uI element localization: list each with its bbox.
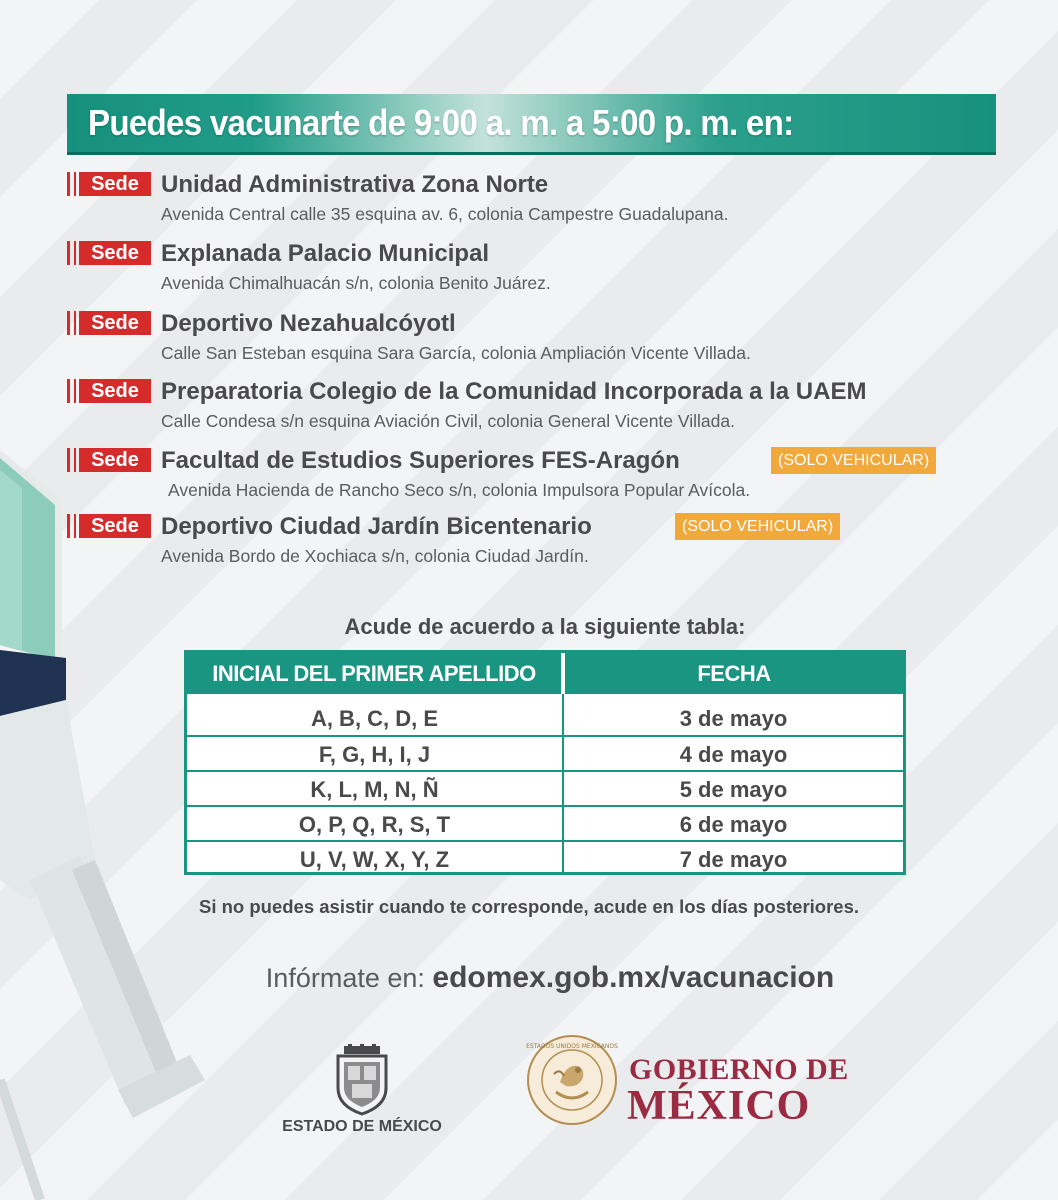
venue-name: Deportivo Nezahualcóyotl	[161, 310, 456, 337]
vehicular-badge: (SOLO VEHICULAR)	[675, 513, 840, 540]
table-header-date: FECHA	[565, 653, 903, 694]
edomex-coat-of-arms-icon	[330, 1044, 394, 1116]
gobierno-line1: GOBIERNO DE	[629, 1053, 849, 1086]
schedule-table	[184, 650, 906, 875]
attendance-note: Si no puedes asistir cuando te corresponde, acude en los días posteriores.	[198, 896, 860, 917]
venue-item	[0, 446, 1058, 510]
venue-item	[0, 170, 1058, 234]
sede-tag	[67, 241, 151, 265]
venue-address: Avenida Hacienda de Rancho Seco s/n, colonia Impulsora Popular Avícola.	[168, 480, 751, 500]
venue-name: Unidad Administrativa Zona Norte	[161, 171, 549, 198]
cell-date: 6 de mayo	[679, 812, 788, 837]
venue-name: Facultad de Estudios Superiores FES-Aragón	[161, 447, 680, 474]
sede-tag	[67, 448, 151, 472]
gobierno-line2: MÉXICO	[627, 1083, 811, 1129]
seal-text: ESTADOS UNIDOS MEXICANOS	[526, 1043, 618, 1050]
venue-name: Explanada Palacio Municipal	[161, 240, 490, 267]
cell-date: 4 de mayo	[679, 742, 788, 767]
venue-item	[0, 512, 1058, 576]
header-title: Puedes vacunarte de 9:00 a. m. a 5:00 p. m. en:	[88, 102, 794, 143]
sede-tag	[67, 379, 151, 403]
table-row	[187, 772, 903, 807]
venue-name: Deportivo Ciudad Jardín Bicentenario	[161, 513, 592, 540]
cell-letters: F, G, H, I, J	[318, 742, 431, 767]
venue-item	[0, 377, 1058, 441]
venue-address: Avenida Central calle 35 esquina av. 6, colonia Campestre Guadalupana.	[161, 204, 729, 224]
sede-tag	[67, 311, 151, 335]
cell-letters: K, L, M, N, Ñ	[310, 777, 439, 802]
venue-item	[0, 239, 1058, 303]
venue-address: Avenida Bordo de Xochiaca s/n, colonia Ciudad Jardín.	[161, 546, 589, 566]
sede-label: Sede	[79, 514, 151, 538]
sede-label: Sede	[79, 172, 151, 196]
table-header-initial: INICIAL DEL PRIMER APELLIDO	[187, 653, 561, 694]
table-title: Acude de acuerdo a la siguiente tabla:	[344, 614, 746, 639]
info-line	[0, 958, 1058, 998]
venue-name: Preparatoria Colegio de la Comunidad Incorporada a la UAEM	[161, 378, 867, 405]
cell-letters: U, V, W, X, Y, Z	[299, 847, 450, 872]
venue-address: Calle Condesa s/n esquina Aviación Civil, colonia General Vicente Villada.	[161, 411, 735, 431]
vehicular-badge: (SOLO VEHICULAR)	[771, 447, 936, 474]
sede-label: Sede	[79, 448, 151, 472]
table-row	[187, 842, 903, 877]
venue-address: Calle San Esteban esquina Sara García, colonia Ampliación Vicente Villada.	[161, 343, 751, 363]
sede-label: Sede	[79, 311, 151, 335]
info-prefix: Infórmate en:	[265, 963, 425, 993]
edomex-label: ESTADO DE MÉXICO	[282, 1118, 442, 1135]
venue-address: Avenida Chimalhuacán s/n, colonia Benito Juárez.	[161, 273, 551, 293]
sede-tag	[67, 514, 151, 538]
cell-date: 5 de mayo	[679, 777, 788, 802]
cell-date: 7 de mayo	[679, 847, 788, 872]
info-url-link[interactable]: edomex.gob.mx/vacunacion	[432, 961, 835, 994]
cell-date: 3 de mayo	[679, 706, 788, 731]
table-row	[187, 807, 903, 842]
venue-item	[0, 309, 1058, 373]
table-row	[187, 737, 903, 772]
cell-letters: O, P, Q, R, S, T	[298, 812, 451, 837]
table-row	[187, 701, 903, 736]
mexico-seal-icon	[526, 1034, 618, 1126]
sede-tag	[67, 172, 151, 196]
sede-label: Sede	[79, 379, 151, 403]
cell-letters: A, B, C, D, E	[310, 706, 439, 731]
sede-label: Sede	[79, 241, 151, 265]
